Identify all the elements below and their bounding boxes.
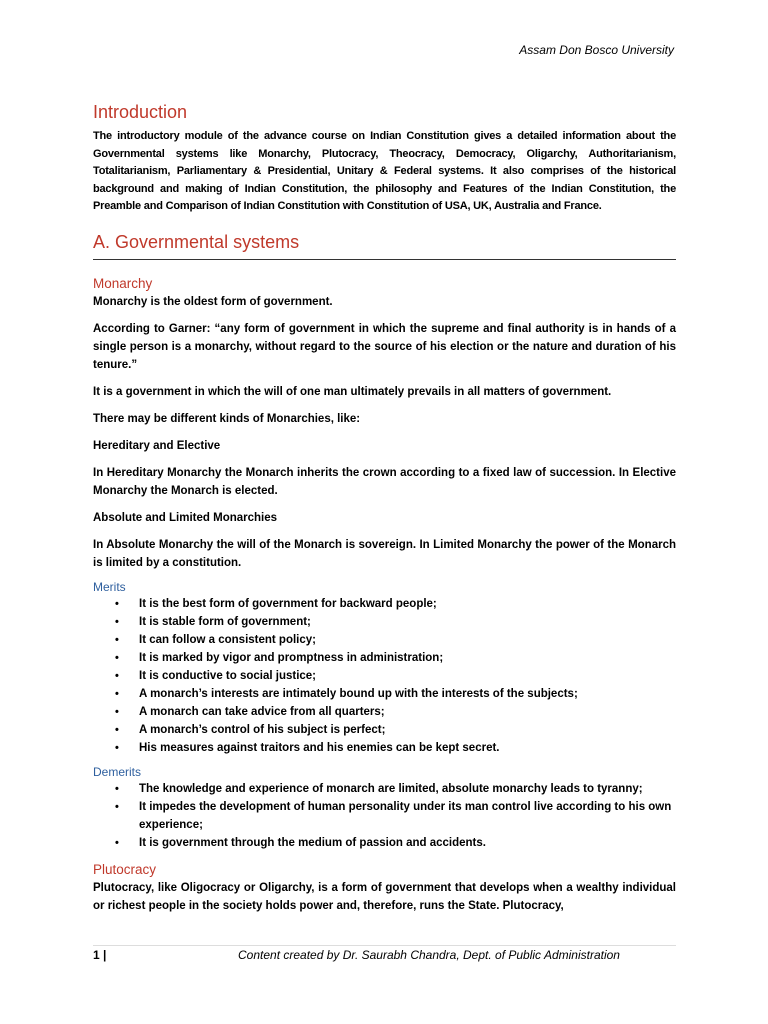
list-item xyxy=(93,834,676,852)
page-number: 1 | xyxy=(93,948,107,962)
bullet-icon: • xyxy=(115,782,119,795)
list-item-text: It is conductive to social justice; xyxy=(139,669,317,682)
monarchy-p1: Monarchy is the oldest form of government. xyxy=(93,295,333,308)
page-footer xyxy=(93,948,676,962)
demerits-heading: Demerits xyxy=(93,764,142,779)
footer-divider xyxy=(93,945,676,946)
list-item xyxy=(93,739,676,757)
monarchy-p7: Absolute and Limited Monarchies xyxy=(93,511,278,524)
intro-heading: Introduction xyxy=(93,102,188,122)
list-item-text: It is stable form of government; xyxy=(139,615,311,628)
page-content xyxy=(93,102,676,924)
bullet-icon: • xyxy=(115,687,119,700)
list-item-text: It is marked by vigor and promptness in administration; xyxy=(139,651,444,664)
monarchy-p4: There may be different kinds of Monarchies, like: xyxy=(93,412,361,425)
list-item xyxy=(93,613,676,631)
list-item xyxy=(93,631,676,649)
list-item xyxy=(93,595,676,613)
bullet-icon: • xyxy=(115,723,119,736)
list-item xyxy=(93,780,676,798)
plutocracy-paragraph: Plutocracy, like Oligocracy or Oligarchy, is a form of government that develops when a wealthy individual or richest people in the society holds power and, therefore, runs the State. Plutocracy, xyxy=(93,881,676,912)
list-item xyxy=(93,667,676,685)
list-item xyxy=(93,798,676,834)
list-item-text: It impedes the development of human personality under its man control live according to his own experience; xyxy=(139,800,672,831)
demerits-list xyxy=(93,780,676,852)
list-item xyxy=(93,721,676,739)
monarchy-p2: According to Garner: “any form of government in which the supreme and final authority is in hands of a single person is a monarchy, without regard to the source of his election or the nature and duration of his tenure.” xyxy=(93,322,676,371)
header-institution: Assam Don Bosco University xyxy=(519,43,674,57)
bullet-icon: • xyxy=(115,651,119,664)
list-item xyxy=(93,649,676,667)
bullet-icon: • xyxy=(115,800,119,813)
section-a-heading: A. Governmental systems xyxy=(93,232,676,260)
monarchy-p8: In Absolute Monarchy the will of the Monarch is sovereign. In Limited Monarchy the power of the Monarch is limited by a constitution. xyxy=(93,538,676,569)
list-item-text: It is the best form of government for backward people; xyxy=(139,597,437,610)
list-item-text: His measures against traitors and his enemies can be kept secret. xyxy=(139,741,500,754)
bullet-icon: • xyxy=(115,705,119,718)
merits-heading: Merits xyxy=(93,579,126,594)
list-item-text: It is government through the medium of passion and accidents. xyxy=(139,836,486,849)
bullet-icon: • xyxy=(115,615,119,628)
bullet-icon: • xyxy=(115,633,119,646)
monarchy-p6: In Hereditary Monarchy the Monarch inherits the crown according to a fixed law of succession. In Elective Monarchy the Monarch is elected. xyxy=(93,466,676,497)
list-item xyxy=(93,685,676,703)
intro-paragraph: The introductory module of the advance course on Indian Constitution gives a detailed information about the Governmental systems like Monarchy, Plutocracy, Theocracy, Democracy, Oligarchy, Authoritarianism, Totalitarianism, Parliamentary & Presidential, Unitary & Federal systems. It also comprises of the historical background and making of Indian Constitution, the philosophy and Features of the Indian Constitution, the Preamble and Comparison of Indian Constitution with Constitution of USA, UK, Australia and France. xyxy=(93,130,676,212)
list-item-text: It can follow a consistent policy; xyxy=(139,633,316,646)
list-item-text: A monarch’s interests are intimately bound up with the interests of the subjects; xyxy=(139,687,578,700)
list-item xyxy=(93,703,676,721)
bullet-icon: • xyxy=(115,669,119,682)
bullet-icon: • xyxy=(115,836,119,849)
bullet-icon: • xyxy=(115,741,119,754)
list-item-text: A monarch’s control of his subject is perfect; xyxy=(139,723,386,736)
plutocracy-heading: Plutocracy xyxy=(93,861,157,877)
monarchy-p5: Hereditary and Elective xyxy=(93,439,221,452)
monarchy-heading: Monarchy xyxy=(93,275,153,291)
merits-list xyxy=(93,595,676,757)
bullet-icon: • xyxy=(115,597,119,610)
footer-credit: Content created by Dr. Saurabh Chandra, Dept. of Public Administration xyxy=(238,948,620,962)
monarchy-p3: It is a government in which the will of one man ultimately prevails in all matters of government. xyxy=(93,385,612,398)
list-item-text: The knowledge and experience of monarch are limited, absolute monarchy leads to tyranny; xyxy=(139,782,643,795)
list-item-text: A monarch can take advice from all quarters; xyxy=(139,705,385,718)
